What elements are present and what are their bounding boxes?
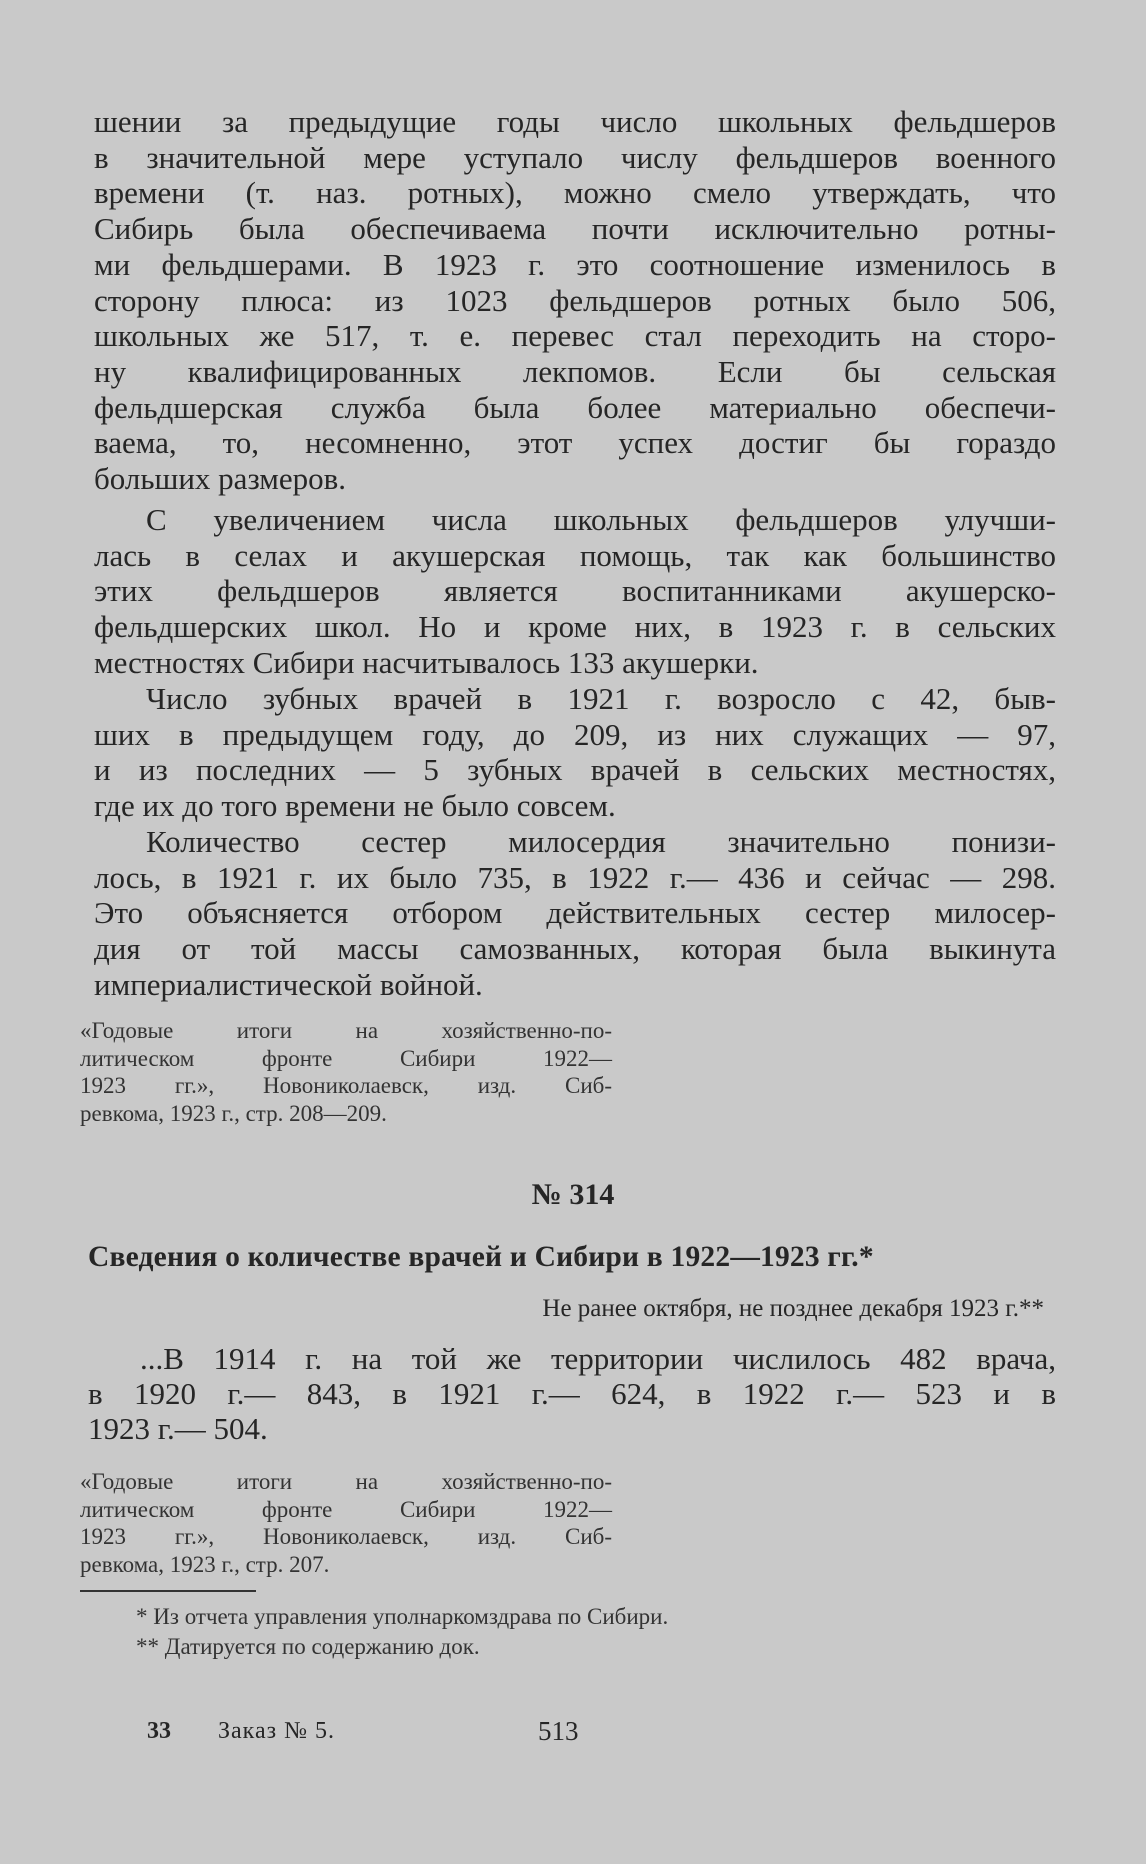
text-line: Это объясняется отбором действительных сестер милосер- bbox=[94, 895, 1056, 931]
source-citation-313 bbox=[80, 1017, 612, 1128]
citation-line: ревкома, 1923 г., стр. 207. bbox=[80, 1552, 330, 1578]
text-line: С увеличением числа школьных фельдшеров улучши- bbox=[146, 502, 1056, 537]
document-title: Сведения о количестве врачей и Сибири в 1922—1923 гг.* bbox=[88, 1241, 874, 1273]
paragraph-3 bbox=[94, 681, 1056, 824]
text-line: фельдшерских школ. Но и кроме них, в 1923 г. в сельских bbox=[94, 609, 1056, 645]
text-line: ну квалифицированных лекпомов. Если бы сельская bbox=[94, 353, 1056, 389]
signature-mark: 33 bbox=[147, 1718, 171, 1744]
paragraph-2 bbox=[94, 502, 1056, 681]
text-line: фельдшерская служба была более материально обеспечи- bbox=[94, 389, 1056, 425]
citation-line: ревкома, 1923 г., стр. 208—209. bbox=[80, 1101, 387, 1127]
citation-line: 1923 гг.», Новониколаевск, изд. Сиб- bbox=[80, 1073, 612, 1099]
paragraph-4 bbox=[94, 824, 1056, 1003]
text-line: Число зубных врачей в 1921 г. возросло с 42, быв- bbox=[146, 681, 1056, 716]
text-line: в 1920 г.— 843, в 1921 г.— 624, в 1922 г.— 523 и в bbox=[88, 1376, 1056, 1411]
text-line: этих фельдшеров является воспитанниками акушерско- bbox=[94, 573, 1056, 609]
text-line: шении за предыдущие годы число школьных фельдшеров bbox=[94, 104, 1056, 139]
document-date: Не ранее октября, не позднее декабря 1923 г.** bbox=[542, 1295, 1044, 1322]
paragraph-1 bbox=[94, 104, 1056, 497]
text-line: больших размеров. bbox=[94, 461, 347, 497]
page-number: 513 bbox=[538, 1716, 579, 1746]
document-number: № 314 bbox=[531, 1178, 615, 1211]
footnotes bbox=[136, 1602, 668, 1662]
citation-line: литическом фронте Сибири 1922— bbox=[80, 1045, 612, 1071]
citation-line: «Годовые итоги на хозяйственно-по- bbox=[80, 1469, 612, 1494]
citation-line: «Годовые итоги на хозяйственно-по- bbox=[80, 1018, 612, 1043]
text-line: в значительной мере уступало числу фельдшеров военного bbox=[94, 139, 1056, 175]
text-line: лась в селах и акушерская помощь, так как большинство bbox=[94, 537, 1056, 573]
print-order: Заказ № 5. bbox=[218, 1718, 336, 1744]
text-line: местностях Сибири насчитывалось 133 акушерки. bbox=[94, 644, 759, 680]
text-line: ших в предыдущем году, до 209, из них служащих — 97, bbox=[94, 716, 1056, 752]
citation-line: 1923 гг.», Новониколаевск, изд. Сиб- bbox=[80, 1524, 612, 1550]
text-line: 1923 г.— 504. bbox=[88, 1411, 268, 1446]
citation-line: литическом фронте Сибири 1922— bbox=[80, 1496, 612, 1522]
text-line: ми фельдшерами. В 1923 г. это соотношение изменилось в bbox=[94, 246, 1056, 282]
document-body bbox=[88, 1341, 1056, 1446]
page-footer bbox=[0, 1718, 1146, 1758]
text-line: дия от той массы самозванных, которая была выкинута bbox=[94, 931, 1056, 967]
footnote-2: ** Датируется по содержанию док. bbox=[136, 1634, 480, 1659]
text-line: сторону плюса: из 1023 фельдшеров ротных было 506, bbox=[94, 282, 1056, 318]
text-line: ...В 1914 г. на той же территории числилось 482 врача, bbox=[140, 1341, 1056, 1376]
text-line: и из последних — 5 зубных врачей в сельских местностях, bbox=[94, 752, 1056, 788]
text-line: школьных же 517, т. е. перевес стал переходить на сторо- bbox=[94, 318, 1056, 354]
source-citation-314 bbox=[80, 1468, 612, 1579]
text-line: лось, в 1921 г. их было 735, в 1922 г.— 436 и сейчас — 298. bbox=[94, 859, 1056, 895]
text-line: Сибирь была обеспечиваема почти исключительно ротны- bbox=[94, 211, 1056, 247]
footnote-1: * Из отчета управления уполнаркомздрава по Сибири. bbox=[136, 1604, 669, 1629]
text-line: времени (т. наз. ротных), можно смело утверждать, что bbox=[94, 175, 1056, 211]
text-line: ваема, то, несомненно, этот успех достиг бы гораздо bbox=[94, 425, 1056, 461]
text-line: империалистической войной. bbox=[94, 966, 483, 1002]
text-line: Количество сестер милосердия значительно понизи- bbox=[146, 824, 1056, 859]
footnote-divider bbox=[80, 1590, 256, 1592]
text-line: где их до того времени не было совсем. bbox=[94, 788, 616, 824]
